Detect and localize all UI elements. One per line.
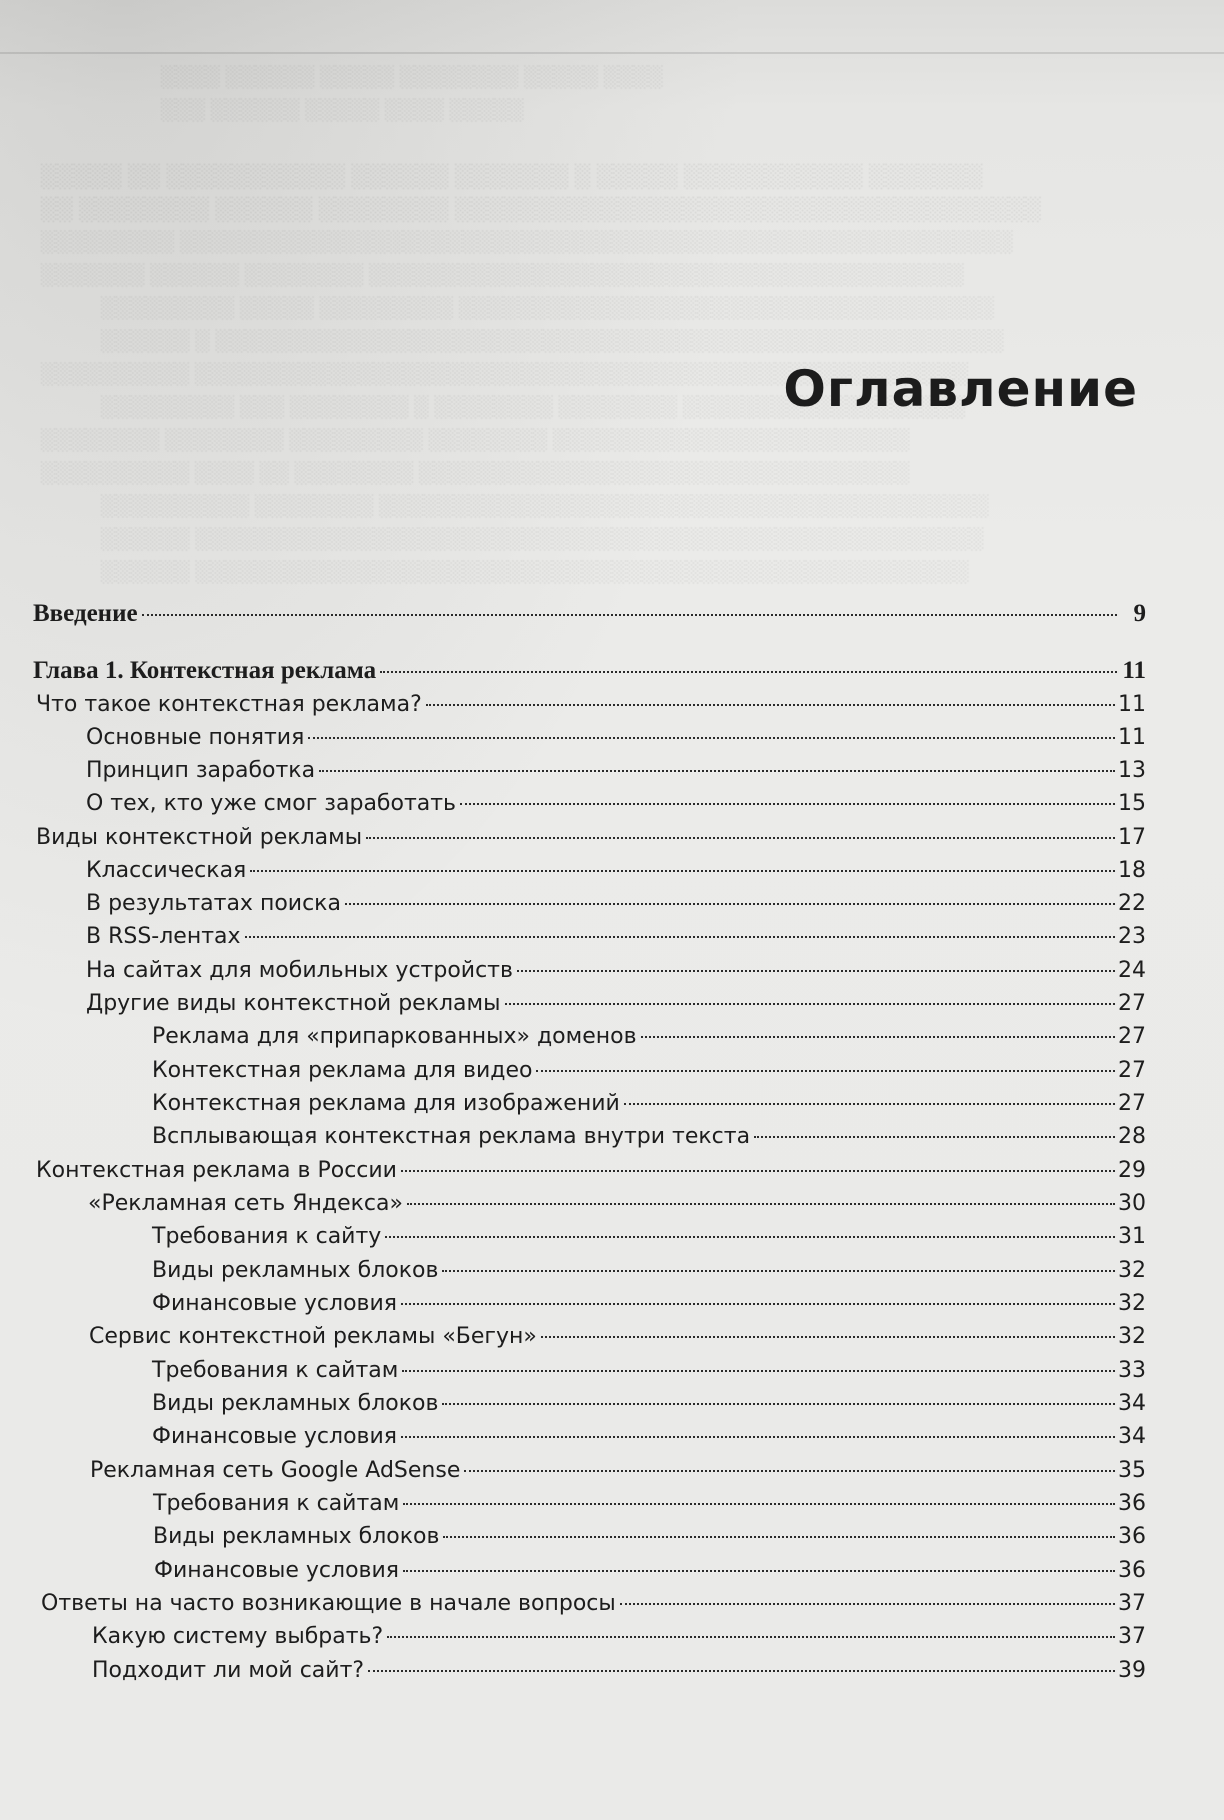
toc-entry-section bbox=[36, 691, 1146, 719]
toc-entry-label: Требования к сайтам bbox=[153, 1491, 400, 1516]
toc-entry-subsubsection bbox=[152, 1023, 1146, 1051]
toc-entry-section bbox=[36, 824, 1146, 852]
toc-entry-subsubsection bbox=[152, 1057, 1146, 1085]
toc-entry-label: Другие виды контекстной рекламы bbox=[86, 991, 501, 1016]
toc-entry-page: 27 bbox=[1118, 1091, 1146, 1116]
dot-leader bbox=[385, 1236, 1115, 1238]
toc-entry-label: Рекламная сеть Google AdSense bbox=[90, 1458, 461, 1483]
toc-entry-page: 24 bbox=[1118, 958, 1146, 983]
toc-entry-introduction bbox=[33, 600, 1146, 628]
dot-leader bbox=[402, 1370, 1115, 1372]
toc-entry-page: 23 bbox=[1118, 924, 1146, 949]
dot-leader bbox=[517, 970, 1115, 972]
toc-entry-subsection bbox=[89, 1323, 1146, 1351]
toc-entry-label: Финансовые условия bbox=[152, 1424, 398, 1449]
toc-entry-label: Контекстная реклама для изображений bbox=[152, 1091, 620, 1116]
toc-entry-subsection bbox=[92, 1623, 1146, 1651]
dot-leader bbox=[442, 1403, 1115, 1405]
toc-entry-section bbox=[36, 1157, 1146, 1185]
dot-leader bbox=[403, 1570, 1115, 1572]
dot-leader bbox=[401, 1436, 1115, 1438]
toc-entry-subsection bbox=[86, 790, 1146, 818]
dot-leader bbox=[624, 1103, 1115, 1105]
dot-leader bbox=[387, 1636, 1115, 1638]
dot-leader bbox=[366, 837, 1115, 839]
toc-entry-page: 30 bbox=[1118, 1191, 1146, 1216]
toc-entry-label: Финансовые условия bbox=[154, 1558, 400, 1583]
toc-entry-page: 33 bbox=[1118, 1358, 1146, 1383]
toc-entry-subsection bbox=[86, 957, 1146, 985]
dot-leader bbox=[426, 704, 1115, 706]
toc-entry-page: 32 bbox=[1118, 1258, 1146, 1283]
dot-leader bbox=[401, 1170, 1115, 1172]
toc-entry-subsection bbox=[86, 923, 1146, 951]
toc-entry-label: Контекстная реклама для видео bbox=[152, 1058, 533, 1083]
toc-entry-page: 13 bbox=[1118, 758, 1146, 783]
toc-entry-subsection bbox=[86, 724, 1146, 752]
toc-entry-page: 22 bbox=[1118, 891, 1146, 916]
toc-entry-page: 17 bbox=[1118, 825, 1146, 850]
toc-entry-page: 11 bbox=[1122, 657, 1146, 684]
dot-leader bbox=[754, 1136, 1115, 1138]
dot-leader bbox=[505, 1003, 1115, 1005]
toc-entry-label: Виды рекламных блоков bbox=[152, 1258, 439, 1283]
toc-entry-chapter-1 bbox=[33, 657, 1146, 685]
toc-entry-section bbox=[41, 1590, 1146, 1618]
toc-entry-subsubsection bbox=[152, 1357, 1146, 1385]
toc-entry-subsubsection bbox=[154, 1557, 1146, 1585]
toc-entry-subsubsection bbox=[153, 1523, 1146, 1551]
dot-leader bbox=[407, 1203, 1115, 1205]
dot-leader bbox=[345, 903, 1115, 905]
dot-leader bbox=[319, 770, 1115, 772]
toc-entry-page: 37 bbox=[1118, 1624, 1146, 1649]
toc-entry-subsubsection bbox=[152, 1390, 1146, 1418]
toc-entry-subsubsection bbox=[152, 1123, 1146, 1151]
toc-entry-label: Ответы на часто возникающие в начале вопросы bbox=[41, 1591, 616, 1616]
toc-entry-label: Введение bbox=[33, 600, 138, 627]
toc-entry-label: Принцип заработка bbox=[86, 758, 316, 783]
toc-entry-subsubsection bbox=[152, 1223, 1146, 1251]
toc-entry-label: Какую систему выбрать? bbox=[92, 1624, 384, 1649]
toc-entry-label: Требования к сайтам bbox=[152, 1358, 399, 1383]
dot-leader bbox=[401, 1303, 1115, 1305]
toc-entry-label: Реклама для «припаркованных» доменов bbox=[152, 1024, 637, 1049]
dot-leader bbox=[620, 1603, 1115, 1605]
toc-entry-subsubsection bbox=[152, 1290, 1146, 1318]
dot-leader bbox=[142, 614, 1117, 616]
toc-entry-label: Глава 1. Контекстная реклама bbox=[33, 657, 377, 684]
page-title: Оглавление bbox=[783, 360, 1138, 418]
toc-entry-label: В результатах поиска bbox=[86, 891, 341, 916]
toc-entry-page: 32 bbox=[1118, 1291, 1146, 1316]
toc-entry-subsubsection bbox=[152, 1257, 1146, 1285]
bleed-through-texture: ░░░░ ░░░░░░ ░░░░░ ░░░░░░░░ ░░░░░ ░░░░ ░░░ ░░░░░░ ░░░░░ ░░░░ ░░░░░ ░░░░░ ░░ ░░░░░░░░░░░ ░░░░░░ ░░░░░░░ ░ ░░░░░ ░░░░░░░░░░░ ░░░░░░░ ░░ ░░░░░░░░ ░░░░░░ ░░░░░░░░ ░░░░░░░░░░░░░░░░░░░░░░░░░░░░░░░░░░░░ ░░░░░░░░░ ░░░░░░░░░░░░░░░░░░░░░░░░░░░░░░░░░░░░░░░░░░░░░░░░░░░░░░░░ ░░░░░░░ ░░░░░░ ░░░░░░░░ ░░░░░░░░░░░░░░░░░░░░░░░░░░░░░░░░░░░░░░░░ ░░░░░░░░░ ░░░░░ ░░░░░░░░░ ░░░░░░░░░░░░░░░░░░░░░░░░░░░░░░░░░░░░ ░░░░░░ ░ ░░░░░░░░░░░░░░░░░░░░░░░░░░░░░░░░░░░░░░░░░░░░░░░░░░░░░ ░░░░░░░░░░ ░░░░░░░░░░░░░░░░░░░░░░░░░░░░░░░░░░░░░░░░░░░░░░░░░░░░ ░░░░░░░░░ ░░░ ░░░░░░░░ ░ ░░░░░░░░ ░░░░░░░░ ░░░░░░░░░░░░░░░░░░░ ░░░░░░░░ ░░░░░░░░ ░░░░░░░░░ ░░░░░░░░ ░░░░░░░░░░░░░░░░░░░░░░░░ ░░░░░░░░░░ ░░░░ ░░ ░░░░░░░░ ░░░░░░░░░░░░░░░░░░░░░░░░░░░░░░░░░ ░░░░░░░░░░ ░░░░░░░░ ░░░░░░░░░░░░░░░░░░░░░░░░░░░░░░░░░░░░░░░░░ ░░░░░░ ░░░░░░░░░░░░░░░░░░░░░░░░░░░░░░░░░░░░░░░░░░░░░░░░░░░░░ ░░░░░░ ░░░░░░░░░░░░░░░░░░░░░░░░░░░░░░░░░░░░░░░░░░░░░░░░░░░░ bbox=[40, 64, 1041, 583]
toc-entry-page: 37 bbox=[1118, 1591, 1146, 1616]
toc-entry-page: 31 bbox=[1118, 1224, 1146, 1249]
toc-entry-page: 9 bbox=[1133, 600, 1146, 627]
toc-entry-label: Виды контекстной рекламы bbox=[36, 825, 363, 850]
dot-leader bbox=[641, 1036, 1115, 1038]
toc-entry-page: 15 bbox=[1118, 791, 1146, 816]
toc-entry-label: В RSS-лентах bbox=[86, 924, 241, 949]
toc-entry-label: Виды рекламных блоков bbox=[152, 1391, 439, 1416]
toc-entry-label: Основные понятия bbox=[86, 725, 305, 750]
dot-leader bbox=[442, 1270, 1115, 1272]
dot-leader bbox=[460, 803, 1115, 805]
toc-entry-subsection bbox=[86, 757, 1146, 785]
toc-entry-page: 36 bbox=[1118, 1558, 1146, 1583]
toc-entry-page: 36 bbox=[1118, 1491, 1146, 1516]
toc-entry-label: Сервис контекстной рекламы «Бегун» bbox=[89, 1324, 537, 1349]
toc-entry-label: Финансовые условия bbox=[152, 1291, 398, 1316]
toc-entry-subsubsection bbox=[152, 1423, 1146, 1451]
toc-entry-page: 18 bbox=[1118, 858, 1146, 883]
toc-entry-page: 35 bbox=[1118, 1458, 1146, 1483]
toc-entry-subsection bbox=[88, 1190, 1146, 1218]
toc-entry-label: Что такое контекстная реклама? bbox=[36, 692, 422, 717]
toc-entry-label: На сайтах для мобильных устройств bbox=[86, 958, 513, 983]
toc-entry-label: Подходит ли мой сайт? bbox=[92, 1658, 365, 1683]
toc-entry-subsubsection bbox=[153, 1490, 1146, 1518]
toc-entry-page: 29 bbox=[1118, 1158, 1146, 1183]
toc-entry-page: 36 bbox=[1118, 1524, 1146, 1549]
toc-entry-page: 32 bbox=[1118, 1324, 1146, 1349]
toc-entry-page: 28 bbox=[1118, 1124, 1146, 1149]
toc-entry-page: 27 bbox=[1118, 1024, 1146, 1049]
dot-leader bbox=[536, 1070, 1115, 1072]
toc-entry-subsection bbox=[86, 990, 1146, 1018]
toc-entry-subsubsection bbox=[152, 1090, 1146, 1118]
dot-leader bbox=[541, 1336, 1115, 1338]
toc-entry-label: Виды рекламных блоков bbox=[153, 1524, 440, 1549]
toc-entry-label: Требования к сайту bbox=[152, 1224, 382, 1249]
toc-entry-subsection bbox=[86, 857, 1146, 885]
toc-entry-label: Классическая bbox=[86, 858, 247, 883]
dot-leader bbox=[443, 1536, 1115, 1538]
toc-entry-page: 34 bbox=[1118, 1424, 1146, 1449]
toc-entry-label: Контекстная реклама в России bbox=[36, 1158, 397, 1183]
toc-entry-label: О тех, кто уже смог заработать bbox=[86, 791, 457, 816]
dot-leader bbox=[464, 1470, 1115, 1472]
toc-entry-subsection bbox=[86, 890, 1146, 918]
dot-leader bbox=[403, 1503, 1115, 1505]
dot-leader bbox=[380, 671, 1117, 673]
toc-entry-subsection bbox=[90, 1457, 1146, 1485]
toc-entry-page: 27 bbox=[1118, 991, 1146, 1016]
toc-entry-page: 11 bbox=[1118, 725, 1146, 750]
toc-entry-subsection bbox=[92, 1657, 1146, 1685]
dot-leader bbox=[308, 737, 1115, 739]
dot-leader bbox=[368, 1670, 1115, 1672]
dot-leader bbox=[250, 870, 1115, 872]
dot-leader bbox=[245, 936, 1115, 938]
toc-entry-page: 34 bbox=[1118, 1391, 1146, 1416]
toc-entry-page: 11 bbox=[1118, 692, 1146, 717]
toc-entry-label: «Рекламная сеть Яндекса» bbox=[88, 1191, 403, 1216]
toc-entry-page: 39 bbox=[1118, 1658, 1146, 1683]
toc-entry-page: 27 bbox=[1118, 1058, 1146, 1083]
toc-entry-label: Всплывающая контекстная реклама внутри текста bbox=[152, 1124, 751, 1149]
